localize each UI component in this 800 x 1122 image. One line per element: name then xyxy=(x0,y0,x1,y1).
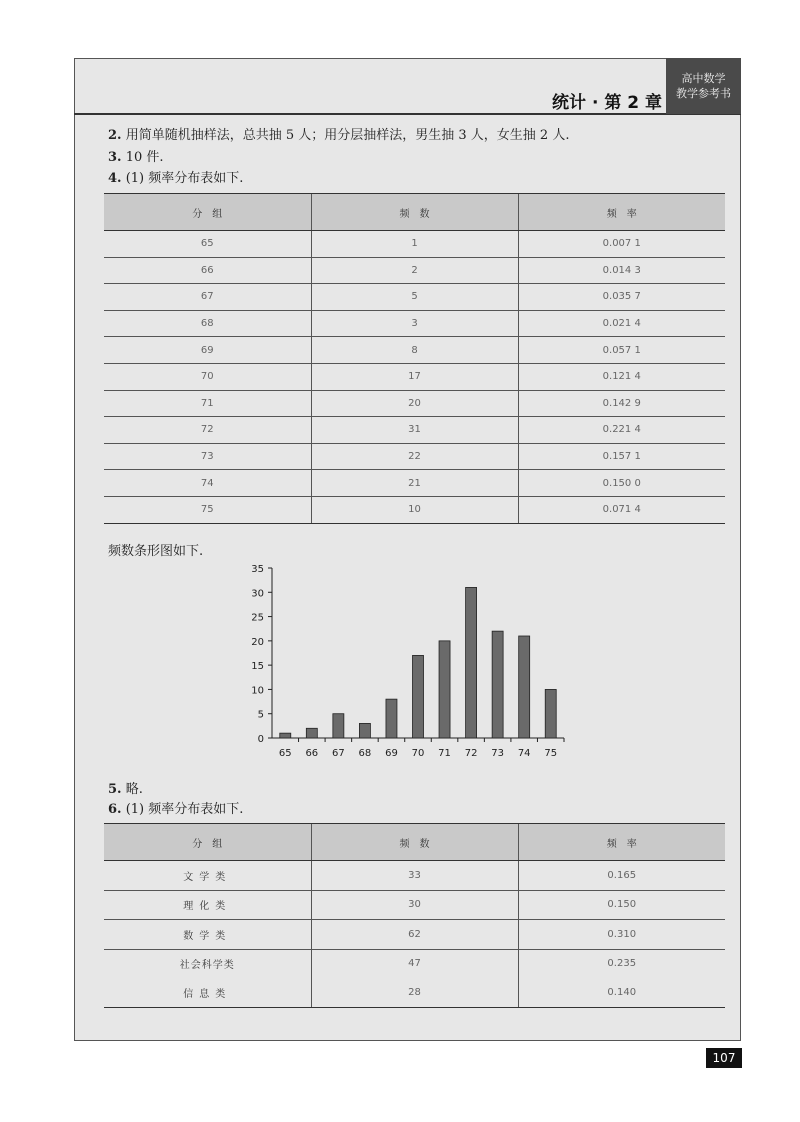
bar xyxy=(413,655,424,738)
table-row xyxy=(104,861,725,891)
table-row xyxy=(104,363,725,390)
freq-cell: 0.021 4 xyxy=(518,310,725,337)
table2-header-freq: 频 率 xyxy=(518,824,725,861)
item-5-text: 略. xyxy=(125,782,143,797)
freq-cell: 0.221 4 xyxy=(518,417,725,444)
group-cell: 71 xyxy=(104,390,311,417)
item-6-text: (1) 频率分布表如下. xyxy=(125,802,244,817)
x-tick-label: 69 xyxy=(385,748,398,759)
bar xyxy=(386,699,397,738)
group-cell: 72 xyxy=(104,417,311,444)
y-tick-label: 15 xyxy=(251,661,264,673)
table-row xyxy=(104,417,725,444)
freq-cell: 0.157 1 xyxy=(518,443,725,470)
table2-header-group: 分 组 xyxy=(104,824,311,861)
bar xyxy=(466,587,477,738)
bar xyxy=(280,733,291,738)
group-cell: 信息类 xyxy=(104,978,311,1007)
table-row xyxy=(104,496,725,523)
table1-header-count: 频 数 xyxy=(311,194,518,231)
freq-cell: 0.035 7 xyxy=(518,284,725,311)
freq-cell: 0.007 1 xyxy=(518,231,725,258)
table-row xyxy=(104,284,725,311)
group-cell: 65 xyxy=(104,231,311,258)
count-cell: 30 xyxy=(311,890,518,920)
x-tick-label: 68 xyxy=(358,748,372,759)
freq-cell: 0.310 xyxy=(518,920,725,950)
item-3-number: 3. xyxy=(108,150,122,165)
y-tick-label: 10 xyxy=(251,685,264,697)
chapter-title: 统计 · 第 2 章 xyxy=(552,93,662,113)
frequency-bar-chart xyxy=(240,556,580,766)
freq-cell: 0.235 xyxy=(518,949,725,978)
group-cell: 文学类 xyxy=(104,861,311,891)
group-cell: 67 xyxy=(104,284,311,311)
item-5-number: 5. xyxy=(108,782,122,797)
x-tick-label: 72 xyxy=(464,748,478,759)
item-2-text: 用简单随机抽样法，总共抽 5 人；用分层抽样法，男生抽 3 人，女生抽 2 人. xyxy=(125,128,570,143)
frequency-table-2 xyxy=(104,823,725,1008)
table-row xyxy=(104,470,725,497)
group-cell: 70 xyxy=(104,363,311,390)
x-tick-label: 75 xyxy=(544,748,558,759)
count-cell: 31 xyxy=(311,417,518,444)
freq-cell: 0.150 xyxy=(518,890,725,920)
y-tick-label: 5 xyxy=(257,709,264,721)
freq-cell: 0.140 xyxy=(518,978,725,1007)
x-tick-label: 73 xyxy=(491,748,505,759)
item-4-number: 4. xyxy=(108,171,122,186)
count-cell: 20 xyxy=(311,390,518,417)
table-row xyxy=(104,390,725,417)
item-4-text: (1) 频率分布表如下. xyxy=(125,171,244,186)
page-number: 107 xyxy=(706,1048,742,1068)
group-cell: 数学类 xyxy=(104,920,311,950)
group-cell: 理化类 xyxy=(104,890,311,920)
count-cell: 2 xyxy=(311,257,518,284)
item-3 xyxy=(108,146,164,165)
x-tick-label: 67 xyxy=(331,748,345,759)
table-row xyxy=(104,443,725,470)
bar xyxy=(333,714,344,738)
book-badge xyxy=(666,58,741,114)
count-cell: 21 xyxy=(311,470,518,497)
header-rule xyxy=(74,113,741,115)
badge-line-2: 教学参考书 xyxy=(676,87,731,100)
group-cell: 69 xyxy=(104,337,311,364)
item-2 xyxy=(108,124,569,143)
x-tick-label: 65 xyxy=(278,748,292,759)
bar-chart-intro: 频数条形图如下. xyxy=(108,544,204,559)
x-tick-label: 74 xyxy=(517,748,531,759)
count-cell: 10 xyxy=(311,496,518,523)
count-cell: 47 xyxy=(311,949,518,978)
count-cell: 17 xyxy=(311,363,518,390)
table1-header-freq: 频 率 xyxy=(518,194,725,231)
table-row xyxy=(104,257,725,284)
bar-chart-svg xyxy=(240,556,580,766)
count-cell: 28 xyxy=(311,978,518,1007)
group-cell: 73 xyxy=(104,443,311,470)
item-5 xyxy=(108,778,143,797)
table2-header-count: 频 数 xyxy=(311,824,518,861)
y-tick-label: 20 xyxy=(251,636,264,648)
bar xyxy=(545,689,556,738)
bar xyxy=(439,641,450,738)
y-tick-label: 25 xyxy=(251,612,264,624)
count-cell: 33 xyxy=(311,861,518,891)
y-tick-label: 30 xyxy=(251,588,264,600)
table1-header-group: 分 组 xyxy=(104,194,311,231)
badge-line-1: 高中数学 xyxy=(681,72,726,85)
bar xyxy=(359,723,370,738)
item-3-text: 10 件. xyxy=(125,150,164,165)
bar xyxy=(519,636,530,738)
freq-cell: 0.142 9 xyxy=(518,390,725,417)
bar xyxy=(306,728,317,738)
count-cell: 22 xyxy=(311,443,518,470)
item-4 xyxy=(108,167,243,186)
x-tick-label: 71 xyxy=(438,748,451,759)
frequency-table-1 xyxy=(104,193,725,524)
count-cell: 1 xyxy=(311,231,518,258)
item-2-number: 2. xyxy=(108,128,122,143)
freq-cell: 0.014 3 xyxy=(518,257,725,284)
group-cell: 68 xyxy=(104,310,311,337)
group-cell: 66 xyxy=(104,257,311,284)
table-row xyxy=(104,890,725,920)
freq-cell: 0.071 4 xyxy=(518,496,725,523)
freq-cell: 0.057 1 xyxy=(518,337,725,364)
freq-cell: 0.121 4 xyxy=(518,363,725,390)
x-tick-label: 70 xyxy=(411,748,425,759)
group-cell: 社会科学类 xyxy=(179,960,235,972)
table-row xyxy=(104,337,725,364)
freq-cell: 0.150 0 xyxy=(518,470,725,497)
count-cell: 5 xyxy=(311,284,518,311)
table-row xyxy=(104,949,725,978)
freq-cell: 0.165 xyxy=(518,861,725,891)
table-row xyxy=(104,978,725,1007)
table-row xyxy=(104,231,725,258)
count-cell: 3 xyxy=(311,310,518,337)
table-row xyxy=(104,920,725,950)
bar xyxy=(492,631,503,738)
table-row xyxy=(104,310,725,337)
x-tick-label: 66 xyxy=(305,748,319,759)
item-6-number: 6. xyxy=(108,802,122,817)
y-tick-label: 35 xyxy=(251,564,264,575)
group-cell: 74 xyxy=(104,470,311,497)
item-6 xyxy=(108,798,243,817)
count-cell: 62 xyxy=(311,920,518,950)
count-cell: 8 xyxy=(311,337,518,364)
y-tick-label: 0 xyxy=(257,734,264,745)
group-cell: 75 xyxy=(104,496,311,523)
